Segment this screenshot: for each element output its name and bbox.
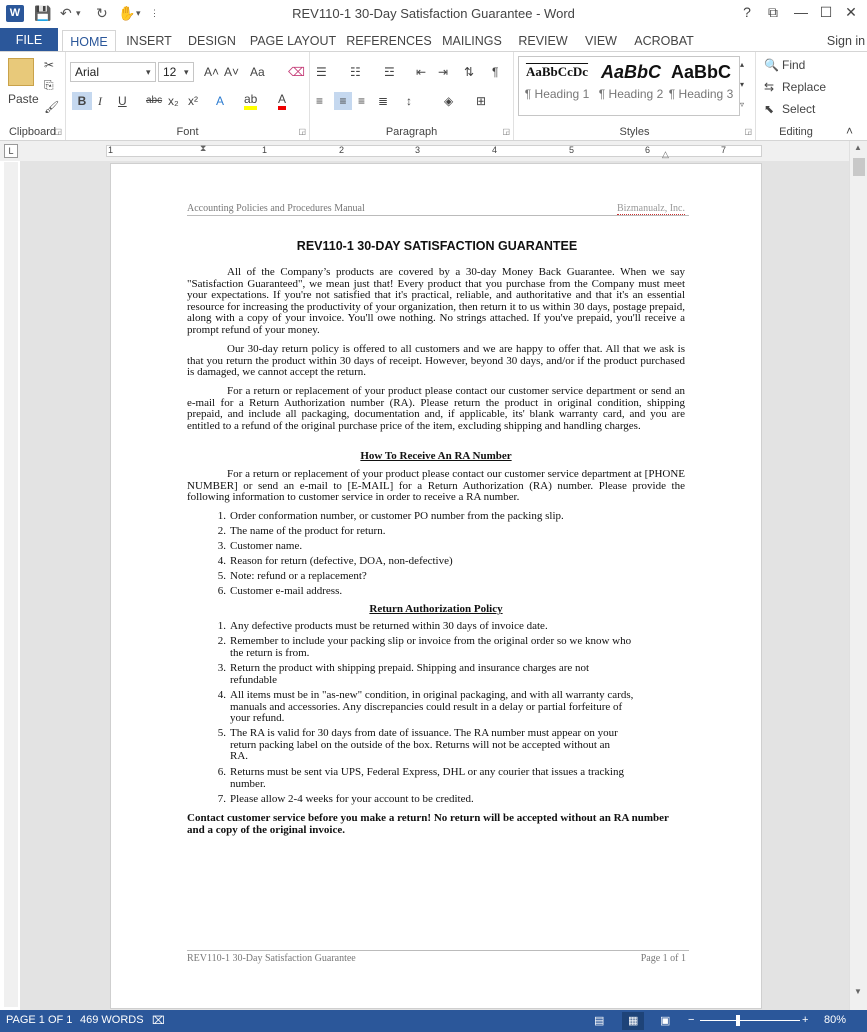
font-size-input[interactable]: 12 (158, 62, 194, 82)
list-item: 1. Any defective products must be returned within 30 days of invoice date. (217, 620, 548, 632)
paste-icon[interactable] (8, 58, 34, 86)
document-page[interactable] (110, 163, 762, 1009)
style-heading-1-label: ¶ Heading 1 (524, 87, 590, 101)
touch-dropdown-icon[interactable]: ▾ (136, 8, 141, 18)
replace-icon[interactable]: ⇆ (764, 80, 775, 94)
zoom-in-icon[interactable]: + (802, 1014, 809, 1026)
clear-formatting-icon[interactable]: ⌫ (288, 65, 305, 79)
replace-button[interactable]: Replace (782, 80, 827, 94)
tab-view[interactable]: VIEW (585, 34, 617, 48)
superscript-button[interactable]: x² (188, 94, 198, 108)
justify-icon[interactable]: ≣ (378, 94, 389, 108)
style-heading-1[interactable] (520, 57, 594, 113)
font-name-input[interactable]: Arial (70, 62, 156, 82)
underline-button[interactable]: U (118, 94, 127, 108)
shrink-font-icon[interactable]: A˅ (224, 65, 240, 79)
format-painter-icon[interactable]: 🖌 (44, 100, 60, 114)
indent-marker-icon[interactable]: ⧗ (200, 143, 207, 153)
style-heading-1-preview: AaBbCcDc (525, 64, 589, 79)
save-icon[interactable]: 💾 (34, 5, 52, 21)
tab-insert[interactable]: INSERT (126, 34, 172, 48)
zoom-out-icon[interactable]: − (688, 1014, 695, 1026)
list-item: 4. Reason for return (defective, DOA, non-defective) (217, 555, 453, 567)
align-left-icon[interactable]: ≡ (316, 94, 324, 108)
styles-scroll-up-icon[interactable]: ▴ (740, 60, 745, 69)
ruler-tick: 7 (721, 145, 727, 155)
select-icon[interactable]: ⬉ (764, 102, 775, 116)
styles-label: Styles (619, 126, 650, 138)
font-launcher-icon[interactable]: ◲ (298, 127, 306, 136)
document-area (20, 161, 849, 1010)
font-size-dropdown-icon[interactable]: ▾ (184, 67, 189, 77)
ribbon (0, 51, 867, 141)
find-button[interactable]: Find (782, 58, 806, 72)
font-label: Font (176, 126, 199, 138)
maximize-button[interactable]: ☐ (819, 4, 833, 20)
paste-button[interactable]: Paste (8, 92, 39, 106)
styles-group (514, 52, 756, 140)
paragraph-label: Paragraph (385, 126, 438, 138)
styles-launcher-icon[interactable]: ◲ (744, 127, 752, 136)
multilevel-list-icon[interactable]: ☲ (384, 65, 395, 79)
undo-icon[interactable]: ↶ (60, 5, 72, 21)
closing-note: Contact customer service before you make a return! No return will be accepted without an RA number and a copy of the original invoice. (187, 812, 669, 836)
zoom-slider[interactable] (700, 1020, 800, 1021)
right-indent-marker-icon[interactable]: △ (662, 149, 669, 159)
decrease-indent-icon[interactable]: ⇤ (416, 65, 427, 79)
numbering-icon[interactable]: ☷ (350, 65, 361, 79)
borders-icon[interactable]: ⊞ (476, 94, 487, 108)
text-effects-icon[interactable]: A (216, 94, 225, 108)
font-color-icon[interactable]: A (278, 92, 286, 110)
ruler-tick: 3 (415, 145, 421, 155)
style-heading-2[interactable] (594, 57, 668, 113)
document-title: REV110-1 30-DAY SATISFACTION GUARANTEE (296, 239, 578, 253)
header-right: Bizmanualz, Inc. (616, 203, 685, 214)
list-item: 6. Customer e-mail address. (217, 585, 343, 597)
clipboard-launcher-icon[interactable]: ◲ (54, 127, 62, 136)
page-header (187, 204, 689, 216)
ruler-tick: 1 (108, 145, 114, 155)
style-heading-2-preview: AaBbC (600, 62, 661, 82)
copy-icon[interactable]: ⎘ (44, 78, 54, 92)
footer-left: REV110-1 30-Day Satisfaction Guarantee (187, 953, 356, 964)
section-heading-ra-policy: Return Authorization Policy (369, 603, 503, 615)
print-layout-icon[interactable]: ▦ (622, 1012, 644, 1030)
tab-selector-icon[interactable]: L (4, 144, 18, 158)
scroll-up-icon[interactable]: ▲ (854, 143, 862, 152)
editing-label: Editing (779, 126, 813, 138)
style-heading-2-label: ¶ Heading 2 (598, 87, 664, 101)
tab-references[interactable]: REFERENCES (346, 34, 432, 48)
ruler-tick: 2 (339, 145, 345, 155)
collapse-ribbon-icon[interactable]: ˄ (846, 124, 854, 138)
page-count[interactable]: PAGE 1 OF 1 (6, 1014, 73, 1026)
tab-home[interactable]: HOME (62, 30, 116, 53)
ribbon-tabs (0, 28, 867, 52)
list-item: 7. Please allow 2-4 weeks for your account to be credited. (217, 793, 474, 805)
align-right-icon[interactable]: ≡ (358, 94, 366, 108)
undo-dropdown-icon[interactable]: ▾ (76, 8, 81, 18)
list-item: 6. Returns must be sent via UPS, Federal Express, DHL or any courier that issues a tracking number. (217, 766, 624, 790)
paragraph-4: For a return or replacement of your product please contact our customer service department at [PHONE NUMBER] or send an e-mail to [E-MAIL] for a Return Authorization (RA) number. Please provide the following information to customer service in order to receive a RA number. (187, 468, 685, 504)
list-item: 5. Note: refund or a replacement? (217, 570, 367, 582)
scroll-down-icon[interactable]: ▼ (854, 987, 862, 996)
strikethrough-button[interactable]: abc (146, 95, 163, 106)
minimize-button[interactable]: — (794, 4, 808, 20)
web-layout-icon[interactable]: ▣ (660, 1015, 671, 1027)
increase-indent-icon[interactable]: ⇥ (438, 65, 449, 79)
clipboard-group (0, 52, 66, 140)
paragraph-launcher-icon[interactable]: ◲ (502, 127, 510, 136)
font-name-dropdown-icon[interactable]: ▾ (146, 67, 151, 77)
ribbon-display-options-icon[interactable]: ⧉ (768, 4, 778, 20)
tab-design[interactable]: DESIGN (188, 34, 236, 48)
list-item: 2. The name of the product for return. (217, 525, 386, 537)
change-case-button[interactable]: Aa (250, 65, 265, 79)
tab-page-layout[interactable]: PAGE LAYOUT (249, 34, 337, 48)
footer-right: Page 1 of 1 (640, 953, 686, 964)
highlight-color-icon[interactable]: ab (244, 92, 257, 110)
vertical-ruler (4, 162, 18, 1007)
style-heading-3-label: ¶ Heading 3 (668, 87, 734, 101)
tab-acrobat[interactable]: ACROBAT (634, 34, 694, 48)
style-heading-3-preview: AaBbC (670, 62, 731, 82)
touch-mode-icon[interactable]: ✋ (118, 5, 136, 21)
zoom-slider-thumb[interactable] (736, 1015, 740, 1026)
subscript-button[interactable]: x₂ (168, 94, 179, 108)
word-logo-icon: W (6, 5, 24, 22)
cut-icon[interactable]: ✂ (44, 58, 55, 72)
title-bar (0, 0, 867, 28)
list-item: 4. All items must be in "as-new" condition, in original packaging, and with all warranty cards, manuals and accessories. Any discrepancies could result in a delay or partial forfeiture of your refund. (217, 689, 634, 725)
list-item: 2. Remember to include your packing slip or invoice from the original order so we know who the return is from. (217, 635, 632, 659)
word-count[interactable]: 469 WORDS (80, 1014, 144, 1026)
redo-icon[interactable]: ↻ (96, 5, 108, 21)
style-heading-3[interactable] (666, 57, 736, 113)
ruler-tick: 4 (492, 145, 498, 155)
tab-file[interactable]: FILE (0, 28, 58, 52)
ruler-tick: 5 (569, 145, 575, 155)
list-item: 3. Return the product with shipping prepaid. Shipping and insurance charges are not refundable (217, 662, 590, 686)
bullets-icon[interactable]: ☰ (316, 65, 327, 79)
list-item: 5. The RA is valid for 30 days from date of issuance. The RA number must appear on your return packing label on the outside of the box. Returns will not be accepted without an RA. (217, 727, 618, 763)
page-footer (187, 950, 689, 964)
sign-in-link[interactable]: Sign in (826, 34, 866, 48)
zoom-level[interactable]: 80% (824, 1014, 847, 1026)
paragraph-1: All of the Company’s products are covered by a 30-day Money Back Guarantee. When we say "Satisfaction Guaranteed", we mean just that! Every product that you purchase from the Company must meet your expectations. If you're not satisfied that it's practical, reliable, and authoritative and that it's an essential resource for increasing the productivity of your organization, then return it to us within 30 days, postage prepaid, along with a copy of your invoice. You'll owe nothing. No strings attached. If you've prepaid, you'll receive a prompt refund of your money. (187, 266, 685, 336)
close-button[interactable]: ✕ (845, 4, 857, 20)
shading-icon[interactable]: ◈ (444, 94, 454, 108)
list-item: 3. Customer name. (217, 540, 303, 552)
vertical-scrollbar[interactable] (849, 141, 867, 1010)
styles-scroll-down-icon[interactable]: ▾ (740, 80, 745, 89)
help-button[interactable]: ? (743, 4, 751, 20)
paragraph-2: Our 30-day return policy is offered to all customers and we are happy to offer that. All that we ask is that you return the product within 30 days of receipt. However, beyond 30 days, and/or if the product purchased is damaged, we cannot accept the return. (187, 343, 685, 379)
section-heading-ra-number: How To Receive An RA Number (360, 450, 512, 462)
customize-qat-icon[interactable]: ⋮ (150, 8, 159, 18)
read-mode-icon[interactable]: ▤ (594, 1015, 605, 1027)
ruler-tick: 1 (262, 145, 268, 155)
proofing-icon[interactable]: ⌧ (152, 1015, 165, 1027)
scroll-thumb[interactable] (853, 158, 865, 176)
window-title: REV110-1 30-Day Satisfaction Guarantee - Word (292, 6, 575, 21)
status-bar (0, 1010, 867, 1032)
select-button[interactable]: Select (782, 102, 816, 116)
sort-icon[interactable]: ⇅ (464, 65, 475, 79)
align-center-icon[interactable]: ≡ (334, 92, 352, 110)
tab-mailings[interactable]: MAILINGS (442, 34, 502, 48)
clipboard-label: Clipboard (8, 126, 57, 138)
find-icon[interactable]: 🔍 (764, 58, 779, 72)
grow-font-icon[interactable]: A˄ (204, 65, 220, 79)
styles-more-icon[interactable]: ▿ (740, 100, 745, 109)
horizontal-ruler (0, 141, 867, 161)
editing-group (756, 52, 836, 140)
paragraph-3: For a return or replacement of your product please contact our customer service department or send an e-mail for a Return Authorization number (RA). Please return the product in original condition, shipping prepaid, and include all packaging, documentation and, if applicable, its' blank warranty card, and you are entitled to a refund of the original purchase price of the item, excluding shipping and handling charges. (187, 385, 685, 432)
list-item: 1. Order conformation number, or customer PO number from the packing slip. (217, 510, 564, 522)
font-group (66, 52, 310, 140)
ruler-tick: 6 (645, 145, 651, 155)
line-spacing-icon[interactable]: ↕ (406, 94, 412, 108)
paragraph-group (310, 52, 514, 140)
show-formatting-icon[interactable]: ¶ (492, 65, 499, 79)
bold-button[interactable]: B (72, 92, 92, 110)
tab-review[interactable]: REVIEW (518, 34, 568, 48)
header-left: Accounting Policies and Procedures Manual (187, 203, 365, 214)
italic-button[interactable]: I (98, 94, 102, 108)
